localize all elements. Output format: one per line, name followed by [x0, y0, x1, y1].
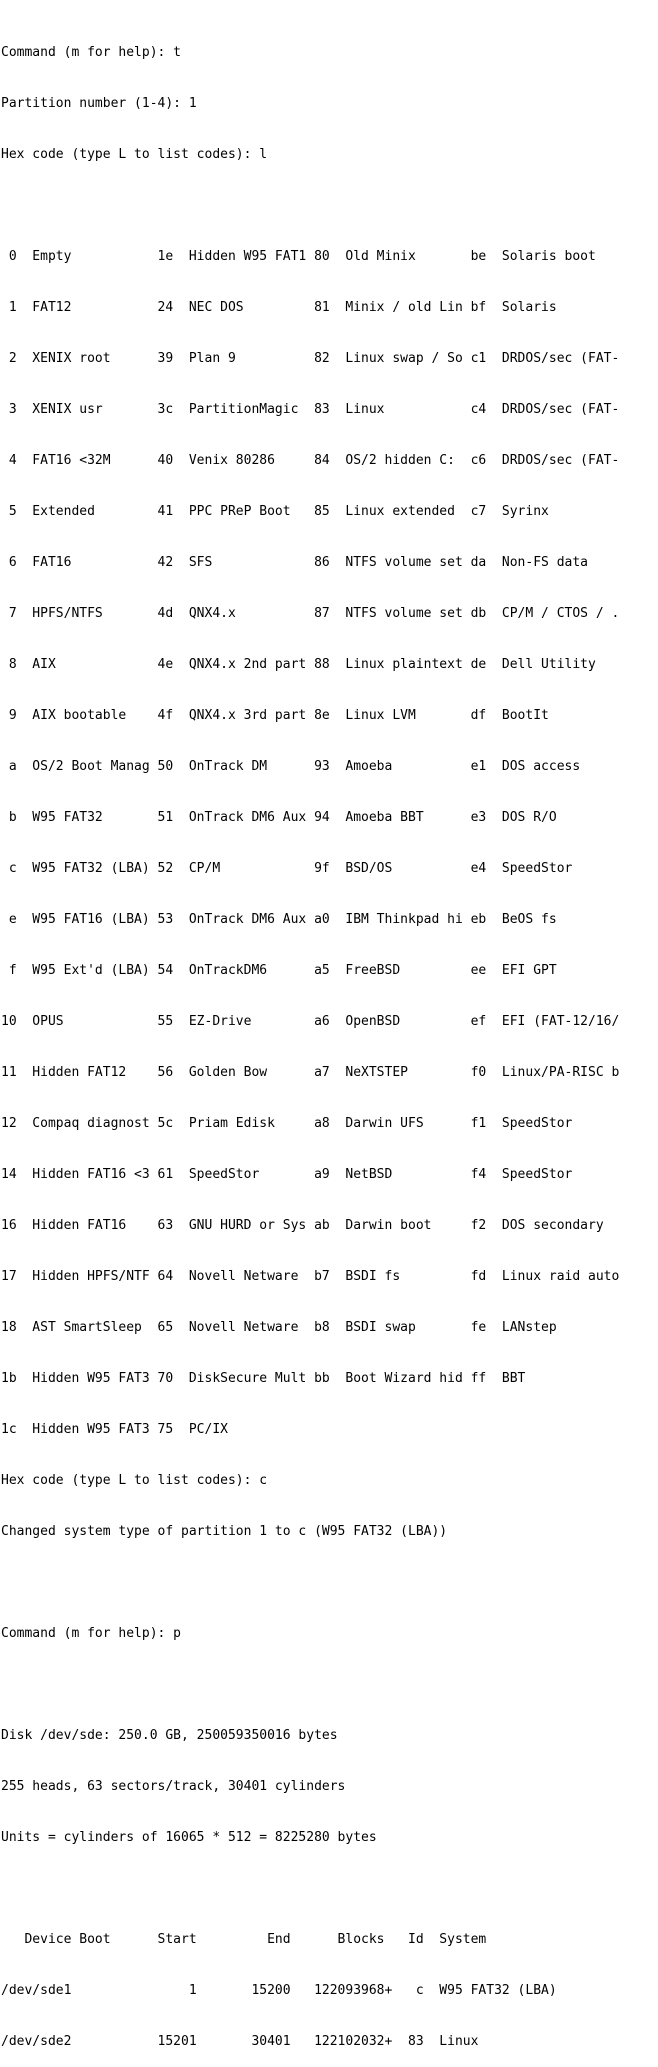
- status-line-changed-type: Changed system type of partition 1 to c (W95 FAT32 (LBA)): [1, 1524, 448, 1539]
- partition-type-row: 5 Extended 41 PPC PReP Boot 85 Linux extended c7 Syrinx: [1, 504, 549, 519]
- partition-type-row: 8 AIX 4e QNX4.x 2nd part 88 Linux plaintext de Dell Utility: [1, 657, 596, 672]
- partition-table-row: /dev/sde2 15201 30401 122102032+ 83 Linux: [1, 2034, 479, 2049]
- partition-type-row: 7 HPFS/NTFS 4d QNX4.x 87 NTFS volume set db CP/M / CTOS / .: [1, 606, 620, 621]
- partition-type-row: 10 OPUS 55 EZ-Drive a6 OpenBSD ef EFI (FAT-12/16/: [1, 1014, 620, 1029]
- partition-type-row: 4 FAT16 <32M 40 Venix 80286 84 OS/2 hidden C: c6 DRDOS/sec (FAT-: [1, 453, 620, 468]
- prompt-line-hex-code-l: Hex code (type L to list codes): l: [1, 147, 268, 162]
- terminal-window[interactable]: [1, 10, 658, 2049]
- partition-type-row: 1b Hidden W95 FAT3 70 DiskSecure Mult bb Boot Wizard hid ff BBT: [1, 1371, 526, 1386]
- prompt-line-command-p: Command (m for help): p: [1, 1626, 182, 1641]
- blank-line: [1, 197, 658, 214]
- partition-type-row: a OS/2 Boot Manag 50 OnTrack DM 93 Amoeba e1 DOS access: [1, 759, 581, 774]
- prompt-line-command-t: Command (m for help): t: [1, 45, 182, 60]
- partition-type-row: 3 XENIX usr 3c PartitionMagic 83 Linux c4 DRDOS/sec (FAT-: [1, 402, 620, 417]
- partition-table-row: /dev/sde1 1 15200 122093968+ c W95 FAT32 (LBA): [1, 1983, 557, 1998]
- partition-type-row: e W95 FAT16 (LBA) 53 OnTrack DM6 Aux a0 IBM Thinkpad hi eb BeOS fs: [1, 912, 557, 927]
- partition-type-row: 6 FAT16 42 SFS 86 NTFS volume set da Non-FS data: [1, 555, 588, 570]
- partition-type-row: 18 AST SmartSleep 65 Novell Netware b8 BSDI swap fe LANstep: [1, 1320, 557, 1335]
- geometry-info-line: 255 heads, 63 sectors/track, 30401 cylinders: [1, 1779, 346, 1794]
- partition-type-row: 2 XENIX root 39 Plan 9 82 Linux swap / So c1 DRDOS/sec (FAT-: [1, 351, 620, 366]
- partition-type-row: 12 Compaq diagnost 5c Priam Edisk a8 Darwin UFS f1 SpeedStor: [1, 1116, 573, 1131]
- partition-type-row: f W95 Ext'd (LBA) 54 OnTrackDM6 a5 FreeBSD ee EFI GPT: [1, 963, 557, 978]
- disk-info-line: Disk /dev/sde: 250.0 GB, 250059350016 bytes: [1, 1728, 338, 1743]
- partition-type-row: 17 Hidden HPFS/NTF 64 Novell Netware b7 BSDI fs fd Linux raid auto: [1, 1269, 620, 1284]
- partition-type-row: 9 AIX bootable 4f QNX4.x 3rd part 8e Linux LVM df BootIt: [1, 708, 549, 723]
- partition-type-row: 14 Hidden FAT16 <3 61 SpeedStor a9 NetBSD f4 SpeedStor: [1, 1167, 573, 1182]
- partition-type-row: c W95 FAT32 (LBA) 52 CP/M 9f BSD/OS e4 SpeedStor: [1, 861, 573, 876]
- blank-line: [1, 1574, 658, 1591]
- prompt-line-partition-number: Partition number (1-4): 1: [1, 96, 197, 111]
- partition-type-row: b W95 FAT32 51 OnTrack DM6 Aux 94 Amoeba BBT e3 DOS R/O: [1, 810, 557, 825]
- blank-line: [1, 1880, 658, 1897]
- partition-type-row: 11 Hidden FAT12 56 Golden Bow a7 NeXTSTEP f0 Linux/PA-RISC b: [1, 1065, 620, 1080]
- units-info-line: Units = cylinders of 16065 * 512 = 8225280 bytes: [1, 1830, 377, 1845]
- partition-type-row: 0 Empty 1e Hidden W95 FAT1 80 Old Minix be Solaris boot: [1, 249, 596, 264]
- blank-line: [1, 1676, 658, 1693]
- prompt-line-hex-code-c: Hex code (type L to list codes): c: [1, 1473, 268, 1488]
- partition-type-row: 1c Hidden W95 FAT3 75 PC/IX: [1, 1422, 228, 1437]
- partition-type-row: 16 Hidden FAT16 63 GNU HURD or Sys ab Darwin boot f2 DOS secondary: [1, 1218, 604, 1233]
- partition-type-row: 1 FAT12 24 NEC DOS 81 Minix / old Lin bf Solaris: [1, 300, 557, 315]
- partition-table-header: Device Boot Start End Blocks Id System: [1, 1932, 487, 1947]
